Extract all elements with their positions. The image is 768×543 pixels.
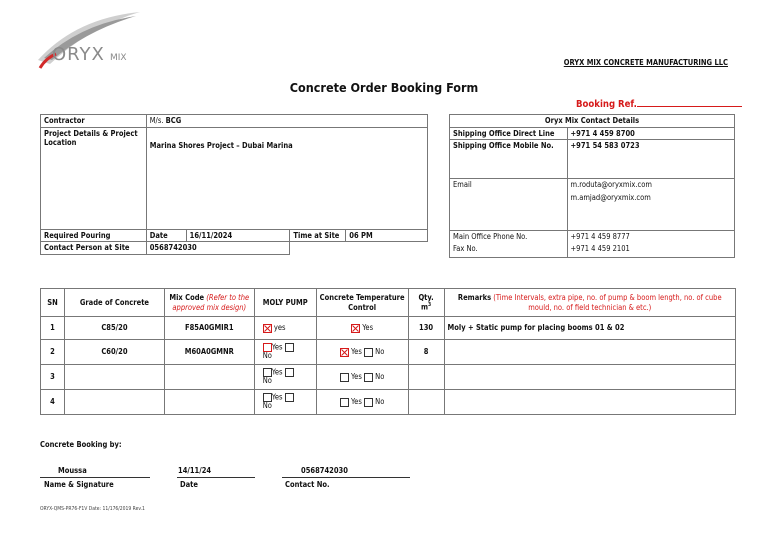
company-name: ORYX MIX CONCRETE MANUFACTURING LLC: [563, 58, 728, 67]
date-value[interactable]: 16/11/2024: [186, 230, 290, 242]
phone-fax-labels: [450, 231, 568, 258]
row-qty[interactable]: 130: [408, 317, 444, 340]
header-remarks-note: (Time Intervals, extra pipe, no. of pump & boom length, no. of cube mould, no. of field technician & etc.): [493, 293, 722, 312]
temp-yes-label: Yes: [351, 397, 362, 407]
date-line: [177, 477, 255, 478]
moly-no-checkbox[interactable]: [285, 393, 294, 402]
email-value-2[interactable]: m.amjad@oryxmix.com: [570, 192, 651, 202]
moly-no-checkbox[interactable]: [285, 343, 294, 352]
footer-code: ORYX-QMS-PR76-F1V Date: 11/176/2019 Rev.1: [40, 506, 145, 512]
contractor-cell[interactable]: [146, 115, 427, 128]
fax-label: Fax No.: [453, 243, 478, 253]
header-mix-code: [164, 289, 254, 317]
main-phone-label: Main Office Phone No.: [453, 232, 528, 242]
email-value-1[interactable]: m.roduta@oryxmix.com: [570, 180, 652, 190]
header-remarks-label: Remarks: [457, 293, 492, 303]
temp-yes-label: Yes: [362, 323, 374, 333]
moly-no-label: No: [262, 376, 272, 386]
temp-no-label: No: [375, 372, 385, 382]
logo-suffix: MIX: [109, 53, 127, 63]
fax-value: +971 4 459 2101: [570, 243, 630, 253]
booking-contact-label: Contact No.: [285, 480, 330, 489]
row-remarks[interactable]: Moly + Static pump for placing booms 01 & 02: [444, 317, 735, 340]
shipping-direct-value: +971 4 459 8700: [567, 128, 735, 140]
shipping-mobile-label: Shipping Office Mobile No.: [450, 140, 568, 179]
shipping-mobile-value: +971 54 583 0723: [567, 140, 735, 179]
row-remarks[interactable]: [444, 340, 735, 365]
temp-yes-checkbox[interactable]: [340, 373, 349, 382]
company-logo: [36, 8, 146, 72]
moly-yes-label: Yes: [271, 367, 283, 377]
contractor-label: Contractor: [41, 115, 147, 128]
row-temp: [316, 365, 408, 390]
oryx-contact-header: Oryx Mix Contact Details: [450, 115, 735, 128]
temp-no-checkbox[interactable]: [364, 398, 373, 407]
row-grade[interactable]: [64, 390, 164, 415]
contractor-value: BCG: [165, 116, 182, 125]
row-mix-code[interactable]: [164, 365, 254, 390]
booking-ref: [576, 97, 742, 110]
moly-no-checkbox[interactable]: [285, 368, 294, 377]
temp-yes-checkbox[interactable]: [340, 398, 349, 407]
header-qty-sup: 3: [428, 302, 432, 309]
moly-no-label: No: [262, 401, 272, 411]
row-temp: [316, 390, 408, 415]
temp-yes-checkbox[interactable]: [340, 348, 349, 357]
booking-name-value[interactable]: Moussa: [58, 466, 87, 475]
header-remarks: [444, 289, 735, 317]
main-phone-value: +971 4 459 8777: [570, 232, 630, 242]
temp-yes-label: Yes: [351, 372, 362, 382]
grade-table: [40, 288, 736, 415]
table-row: [41, 317, 736, 340]
row-sn: 1: [41, 317, 65, 340]
email-cell: [567, 179, 735, 231]
row-grade[interactable]: C60/20: [64, 340, 164, 365]
header-moly: MOLY PUMP: [254, 289, 316, 317]
phone-fax-values: [567, 231, 735, 258]
row-temp: [316, 317, 408, 340]
temp-no-label: No: [375, 397, 385, 407]
header-qty-unit: m: [420, 302, 428, 312]
booking-date-value[interactable]: 14/11/24: [178, 466, 212, 475]
row-moly: [254, 340, 316, 365]
row-moly: [254, 390, 316, 415]
temp-no-checkbox[interactable]: [364, 348, 373, 357]
temp-yes-checkbox[interactable]: [351, 324, 360, 333]
booking-contact-value[interactable]: 0568742030: [301, 466, 348, 475]
contact-label: Contact Person at Site: [41, 242, 147, 255]
booking-ref-field[interactable]: [637, 97, 742, 107]
logo-text: ORYX: [52, 44, 105, 65]
table-row: [41, 365, 736, 390]
temp-no-checkbox[interactable]: [364, 373, 373, 382]
shipping-direct-label: Shipping Office Direct Line: [450, 128, 568, 140]
header-sn: SN: [41, 289, 65, 317]
row-grade[interactable]: C85/20: [64, 317, 164, 340]
row-mix-code[interactable]: M60A0GMNR: [164, 340, 254, 365]
contact-value[interactable]: 0568742030: [146, 242, 290, 255]
row-qty[interactable]: 8: [408, 340, 444, 365]
required-pouring-label: Required Pouring: [41, 230, 147, 242]
row-sn: 4: [41, 390, 65, 415]
row-temp: [316, 340, 408, 365]
contact-line: [282, 477, 410, 478]
row-grade[interactable]: [64, 365, 164, 390]
date-label: Date: [146, 230, 186, 242]
row-qty[interactable]: [408, 365, 444, 390]
oryx-contact-table: [449, 114, 735, 258]
form-title: Concrete Order Booking Form: [289, 80, 479, 95]
header-qty: [408, 289, 444, 317]
row-sn: 2: [41, 340, 65, 365]
order-details-table: [40, 114, 428, 255]
header-qty-label: Qty.: [418, 292, 434, 302]
row-moly: [254, 365, 316, 390]
temp-yes-label: Yes: [351, 347, 362, 357]
header-temp: Concrete Temperature Control: [316, 289, 408, 317]
moly-no-label: No: [262, 351, 272, 361]
row-mix-code[interactable]: F85A0GMIR1: [164, 317, 254, 340]
email-label: Email: [450, 179, 568, 231]
booking-date-label: Date: [180, 480, 198, 489]
table-row: [41, 390, 736, 415]
row-qty[interactable]: [408, 390, 444, 415]
moly-yes-label: Yes: [271, 392, 283, 402]
booking-ref-label: Booking Ref.: [576, 99, 637, 110]
signature-line: [40, 477, 150, 478]
project-value: Marina Shores Project – Dubai Marina: [149, 141, 293, 150]
moly-yes-label: Yes: [271, 342, 283, 352]
header-mix-code-note: (Refer to the approved mix design): [172, 293, 250, 312]
time-value[interactable]: 06 PM: [346, 230, 428, 242]
project-label: Project Details & Project Location: [41, 128, 147, 230]
row-sn: 3: [41, 365, 65, 390]
contractor-prefix: M/s.: [149, 116, 164, 125]
time-label: Time at Site: [290, 230, 346, 242]
row-mix-code[interactable]: [164, 390, 254, 415]
booking-name-label: Name & Signature: [44, 480, 114, 489]
header-grade: Grade of Concrete: [64, 289, 164, 317]
moly-yes-label: yes: [273, 323, 286, 333]
row-moly: [254, 317, 316, 340]
booking-by-label: Concrete Booking by:: [40, 440, 122, 449]
moly-yes-checkbox[interactable]: [263, 324, 272, 333]
row-remarks[interactable]: [444, 390, 735, 415]
table-row: [41, 340, 736, 365]
temp-no-label: No: [375, 347, 385, 357]
project-cell[interactable]: [146, 128, 427, 230]
header-mix-code-label: Mix Code: [169, 293, 205, 303]
row-remarks[interactable]: [444, 365, 735, 390]
